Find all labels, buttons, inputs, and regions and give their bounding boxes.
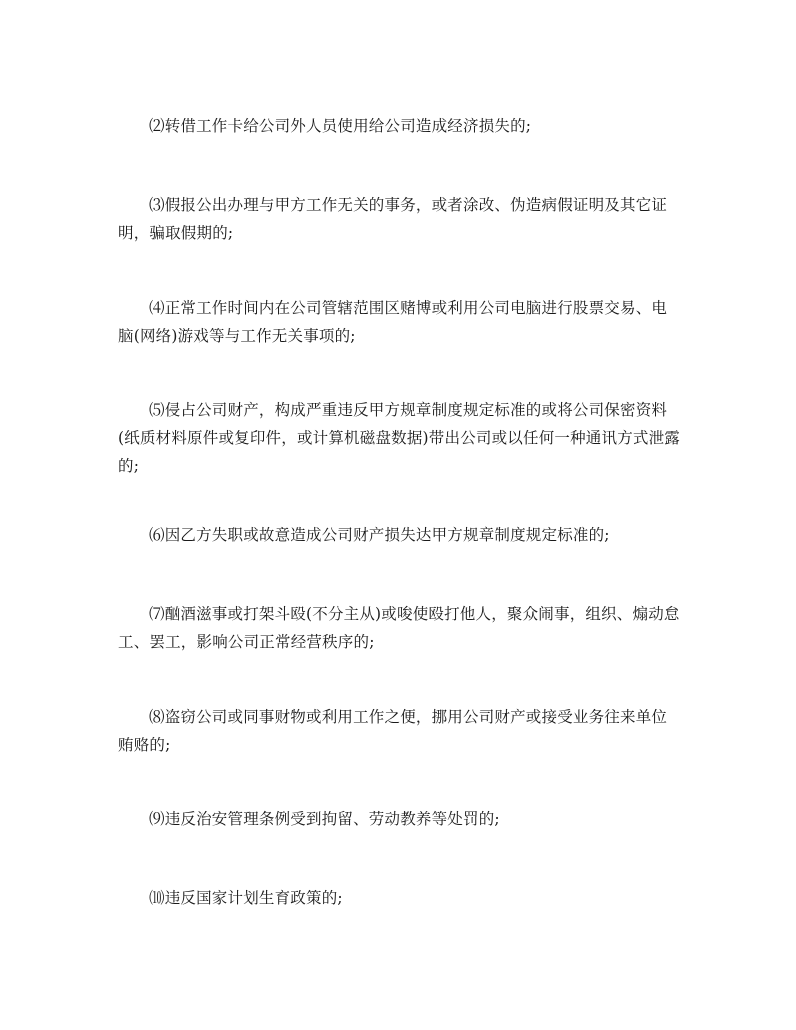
- clause-6: ⑹因乙方失职或故意造成公司财产损失达甲方规章制度规定标准的;: [149, 526, 610, 544]
- clause-2: ⑵转借工作卡给公司外人员使用给公司造成经济损失的;: [149, 117, 532, 135]
- clause-8: ⑻盗窃公司或同事财物或利用工作之便，挪用公司财产或接受业务往来单位贿赂的;: [118, 708, 668, 754]
- clause-5: ⑸侵占公司财产，构成严重违反甲方规章制度规定标准的或将公司保密资料(纸质材料原件或复印件，或计算机磁盘数据)带出公司或以任何一种通讯方式泄露的;: [118, 401, 680, 475]
- clause-7: ⑺酗酒滋事或打架斗殴(不分主从)或唆使殴打他人，聚众闹事，组织、煽动怠工、罢工，影响公司正常经营秩序的;: [118, 605, 680, 651]
- clause-4: ⑷正常工作时间内在公司管辖范围区赌博或利用公司电脑进行股票交易、电脑(网络)游戏等与工作无关事项的;: [118, 299, 668, 345]
- clause-10: ⑽违反国家计划生育政策的;: [149, 889, 343, 907]
- clause-3: ⑶假报公出办理与甲方工作无关的事务，或者涂改、伪造病假证明及其它证明，骗取假期的;: [118, 196, 668, 242]
- clause-9: ⑼违反治安管理条例受到拘留、劳动教养等处罚的;: [149, 810, 500, 828]
